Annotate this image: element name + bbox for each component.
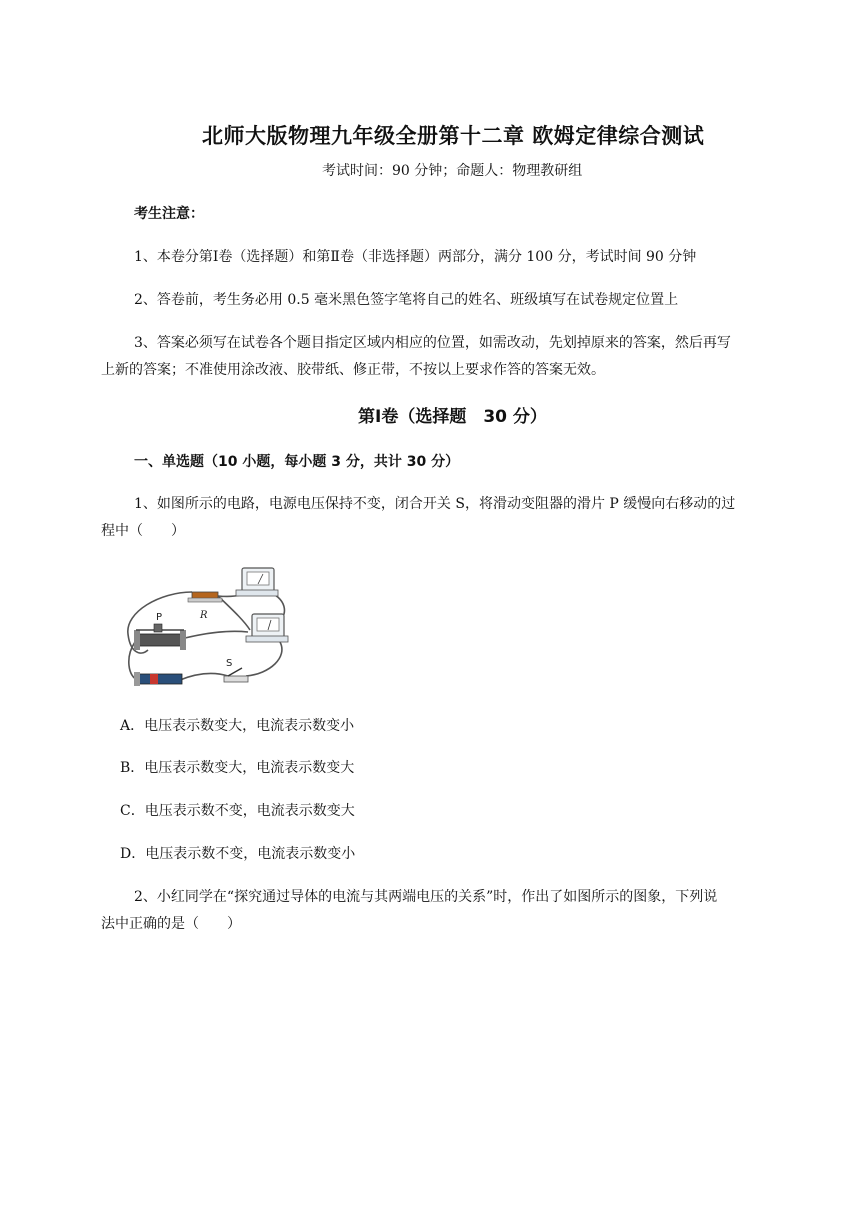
label-p: P	[156, 612, 163, 623]
wire	[185, 631, 248, 638]
exam-title: 北师大版物理九年级全册第十二章 欧姆定律综合测试	[202, 124, 705, 148]
ammeter-icon	[246, 614, 288, 642]
option-b: B．电压表示数变大，电流表示数变大	[120, 760, 355, 776]
section-title: 第Ⅰ卷（选择题 30 分）	[358, 407, 547, 427]
circuit-figure	[120, 562, 295, 692]
exam-subtitle: 考试时间：90 分钟；命题人：物理教研组	[322, 163, 583, 179]
notice-item-2: 2、答卷前，考生务必用 0.5 毫米黑色签字笔将自己的姓名、班级填写在试卷规定位置上	[134, 292, 679, 308]
question-1-line-1: 1、如图所示的电路，电源电压保持不变，闭合开关 S，将滑动变阻器的滑片 P 缓慢向右移动的过	[134, 496, 736, 512]
battery-icon	[134, 672, 182, 686]
part-heading: 一、单选题（10 小题，每小题 3 分，共计 30 分）	[134, 454, 460, 470]
notice-item-3-line-1: 3、答案必须写在试卷各个题目指定区域内相应的位置，如需改动，先划掉原来的答案，然后再写	[134, 335, 731, 351]
option-c: C．电压表示数不变，电流表示数变大	[120, 803, 355, 819]
wire	[218, 596, 250, 630]
option-d: D．电压表示数不变，电流表示数变小	[120, 846, 356, 862]
resistor-icon	[188, 592, 222, 602]
notice-item-1: 1、本卷分第Ⅰ卷（选择题）和第Ⅱ卷（非选择题）两部分，满分 100 分，考试时间 90 分钟	[134, 249, 697, 265]
rheostat-icon	[134, 624, 186, 650]
wire	[246, 642, 282, 676]
notice-heading: 考生注意：	[134, 206, 204, 222]
voltmeter-icon	[236, 568, 278, 596]
option-a: A．电压表示数变大，电流表示数变小	[120, 718, 355, 734]
switch-icon	[224, 668, 248, 682]
question-1-line-2: 程中（ ）	[101, 523, 185, 539]
notice-item-3-line-2: 上新的答案；不准使用涂改液、胶带纸、修正带，不按以上要求作答的答案无效。	[101, 362, 605, 378]
question-2-line-2: 法中正确的是（ ）	[101, 916, 241, 932]
question-2-line-1: 2、小红同学在“探究通过导体的电流与其两端电压的关系”时，作出了如图所示的图象，下列说	[134, 889, 718, 905]
label-s: S	[226, 658, 233, 669]
label-r: R	[200, 610, 208, 621]
wire	[180, 673, 228, 680]
